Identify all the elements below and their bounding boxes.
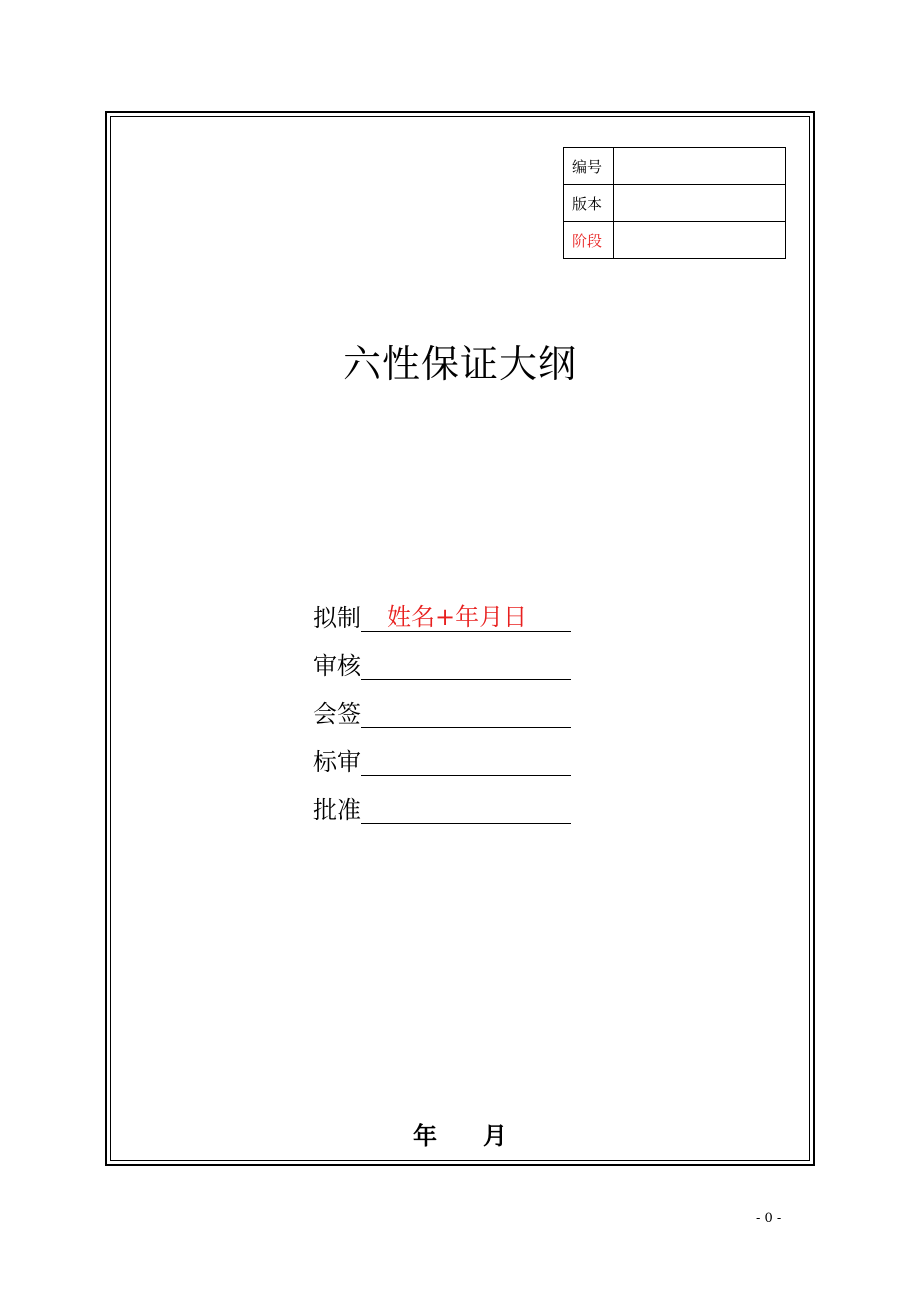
signature-row-countersign <box>313 694 571 728</box>
signature-line-approve[interactable] <box>361 793 571 824</box>
info-row-stage <box>564 222 786 259</box>
month-label: 月 <box>483 1121 507 1150</box>
signature-label-draft: 拟制 <box>313 604 361 632</box>
signature-label-countersign: 会签 <box>313 700 361 728</box>
signature-row-review <box>313 646 571 680</box>
signature-label-review: 审核 <box>313 652 361 680</box>
info-value-stage[interactable] <box>614 222 786 259</box>
info-label-stage: 阶段 <box>564 222 614 259</box>
signature-line-draft[interactable] <box>361 601 571 632</box>
info-value-version[interactable] <box>614 185 786 222</box>
document-title: 六性保证大纲 <box>342 342 577 386</box>
info-value-number[interactable] <box>614 148 786 185</box>
info-row-version <box>564 185 786 222</box>
page-number: - 0 - <box>756 1211 782 1226</box>
info-label-number: 编号 <box>564 148 614 185</box>
signature-label-standard-review: 标审 <box>313 748 361 776</box>
signature-value-draft: 姓名+年月日 <box>387 603 528 631</box>
signature-row-draft <box>313 598 571 632</box>
signature-line-review[interactable] <box>361 649 571 680</box>
signature-line-countersign[interactable] <box>361 697 571 728</box>
page-border <box>105 111 815 1166</box>
signature-line-standard-review[interactable] <box>361 745 571 776</box>
page-border-inner <box>110 116 810 1161</box>
signature-row-approve <box>313 790 571 824</box>
signature-label-approve: 批准 <box>313 796 361 824</box>
year-label: 年 <box>413 1121 437 1150</box>
signature-row-standard-review <box>313 742 571 776</box>
info-label-version: 版本 <box>564 185 614 222</box>
info-row-number <box>564 148 786 185</box>
document-info-table <box>563 147 786 259</box>
date-line <box>0 1121 920 1150</box>
